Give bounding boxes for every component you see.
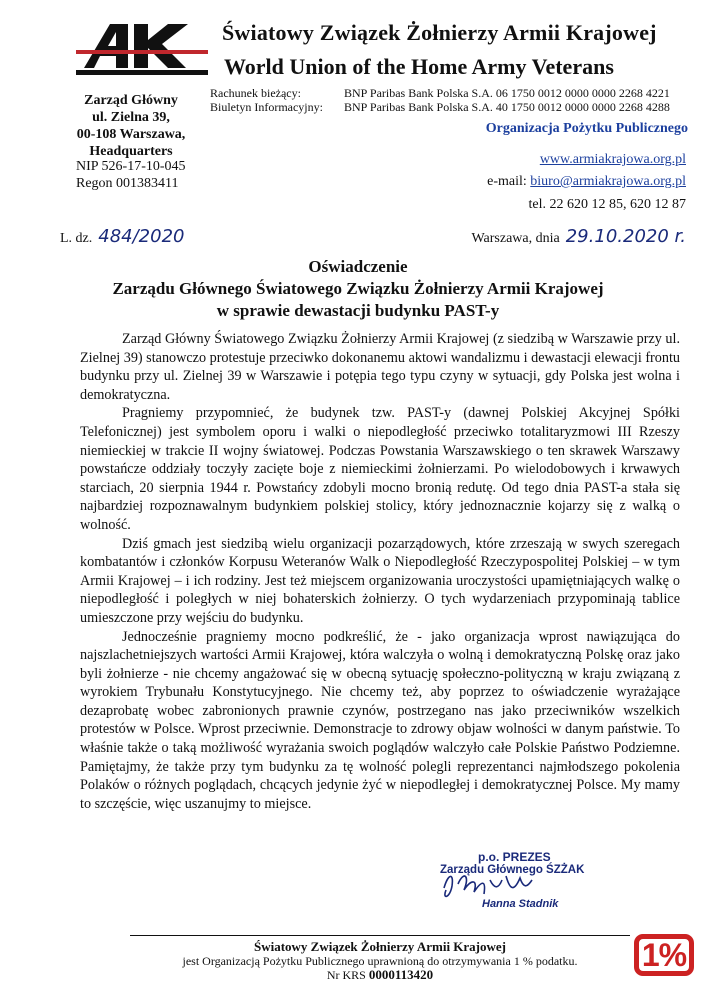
signatory-name: Hanna Stadnik	[482, 898, 559, 910]
opp-status: Organizacja Pożytku Publicznego	[485, 121, 688, 136]
krs-value: 0000113420	[368, 967, 434, 982]
bank-label: Biuletyn Informacyjny:	[210, 100, 323, 114]
org-name-pl: Światowy Związek Żołnierzy Armii Krajowej	[222, 20, 657, 45]
footer-krs	[110, 968, 650, 982]
email-label: e-mail:	[487, 174, 527, 189]
telephone: tel. 22 620 12 85, 620 12 87	[528, 197, 686, 212]
bank-row	[210, 100, 670, 114]
bank-accounts	[210, 86, 670, 114]
hq-line: ul. Zielna 39,	[92, 110, 170, 125]
nip: NIP 526-17-10-045	[76, 159, 186, 174]
date-value: 29.10.2020 r.	[565, 226, 686, 247]
paragraph: Dziś gmach jest siedzibą wielu organizacji pozarządowych, które zrzeszają w swych szeregach kombatantów i członków Korpusu Weteranów Walk o Niepodległość Rzeczypospolitej Polskiej – w tym Armii Krajowej – i ich rodziny. Jest też miejscem organizowania uroczystości upamiętniających walkę o niepodległość i poległych w niej bohaterskich żołnierzy. O tych wydarzeniach przypominają tablice umieszczone przy wejściu do budynku.	[80, 535, 680, 626]
footer-divider	[130, 935, 630, 936]
paragraph: Zarząd Główny Światowego Związku Żołnierzy Armii Krajowej (z siedzibą w Warszawie przy ul. Zielnej 39) stanowczo protestuje przeciwko dokonanemu aktowi wandalizmu i dewastacji elewacji frontu budynku przy ul. Zielnej 39 w Warszawie i potępia tego typu czyny w sytuacji, gdy Polska jest wolna i demokratyczna.	[80, 331, 681, 403]
one-percent-badge: 1%	[634, 934, 694, 976]
title-line: w sprawie dewastacji budynku PAST-y	[216, 301, 500, 320]
document-date	[471, 226, 686, 247]
registry-ids	[76, 158, 186, 192]
bank-row	[210, 86, 670, 100]
paragraph: Pragniemy przypomnieć, że budynek tzw. PAST-y (dawnej Polskiej Akcyjnej Spółki Telefonicznej) jest symbolem oporu i walki o niepodległość przeciwko totalitaryzmowi III Rzeszy niemieckiej w trakcie II wojny światowej. Podczas Powstania Warszawskiego o ten skrawek Warszawy powstańcze oddziały toczyły zacięte boje z niemieckimi żołnierzami. Po wielodobowych i krwawych starciach, 20 sierpnia 1944 r. Powstańcy zdobyli mocno bronią redutę. Od tego dnia PAST-a stała się najbardziej rozpoznawalnym budynkiem polskiej stolicy, który jednoznacznie kojarzy się z walką o wolność.	[80, 405, 680, 533]
email-link[interactable]: biuro@armiakrajowa.org.pl	[530, 174, 686, 189]
footer	[110, 940, 650, 982]
signature-title: p.o. PREZES	[478, 850, 551, 864]
ak-logo	[72, 20, 212, 82]
footer-opp-text: jest Organizacją Pożytku Publicznego uprawnioną do otrzymywania 1 % podatku.	[182, 954, 578, 968]
krs-label: Nr KRS	[326, 968, 366, 982]
title-line: Zarządu Głównego Światowego Związku Żołnierzy Armii Krajowej	[112, 279, 604, 298]
ldz-label: L. dz.	[60, 231, 93, 246]
date-label: Warszawa, dnia	[471, 231, 560, 246]
hq-line: Headquarters	[89, 144, 173, 159]
email-line	[487, 174, 686, 190]
bank-value: BNP Paribas Bank Polska S.A. 06 1750 0012 0000 0000 2268 4221	[344, 86, 670, 100]
regon: Regon 001383411	[76, 176, 179, 191]
reference-number	[60, 226, 185, 247]
hq-line: 00-108 Warszawa,	[76, 127, 186, 142]
bank-value: BNP Paribas Bank Polska S.A. 40 1750 0012 0000 0000 2268 4288	[344, 100, 670, 114]
title-line: Oświadczenie	[308, 257, 408, 276]
signature-org: Zarządu Głównego ŚZŻAK	[440, 864, 585, 876]
document-title	[0, 256, 716, 322]
bank-label: Rachunek bieżący:	[210, 86, 301, 100]
statement-body	[80, 330, 680, 813]
hq-line: Zarząd Główny	[84, 93, 178, 108]
footer-org-name: Światowy Związek Żołnierzy Armii Krajowej	[253, 939, 506, 954]
hq-address	[56, 92, 206, 160]
paragraph: Jednocześnie pragniemy mocno podkreślić, że - jako organizacja wprost nawiązująca do najszlachetniejszych wartości Armii Krajowej, która walczyła o wolną i demokratyczną Polskę oraz jako byli żołnierze - nie chcemy angażować się w obecną sytuację społeczno-polityczną w kraju związaną z wyrokiem Trybunału Konstytucyjnego. Nie chcemy też, aby poprzez to oświadczenie wyrażające dezaprobatę wobec zabronionych prawnie czynów, postrzegano nas jako przeciwników wszelkich protestów w Polsce. Wprost przeciwnie. Demonstracje to zdrowy objaw wolności w danym państwie. To właśnie także o taką możliwość wyrażania swoich poglądów walczyło całe Polskie Państwo Podziemne. Pamiętajmy, że także przy tym budynku za tę wolność polegli reprezentanci najmłodszego pokolenia Polaków o różnych poglądach, chcących jedynie żyć w niepodległej i demokratycznej Polsce. My mamy to szczęście, więc uszanujmy to miejsce.	[80, 628, 680, 812]
ldz-value: 484/2020	[98, 226, 185, 247]
org-name-en: World Union of the Home Army Veterans	[224, 54, 614, 79]
website-link[interactable]: www.armiakrajowa.org.pl	[539, 152, 686, 167]
logo-text: AK	[72, 20, 74, 21]
